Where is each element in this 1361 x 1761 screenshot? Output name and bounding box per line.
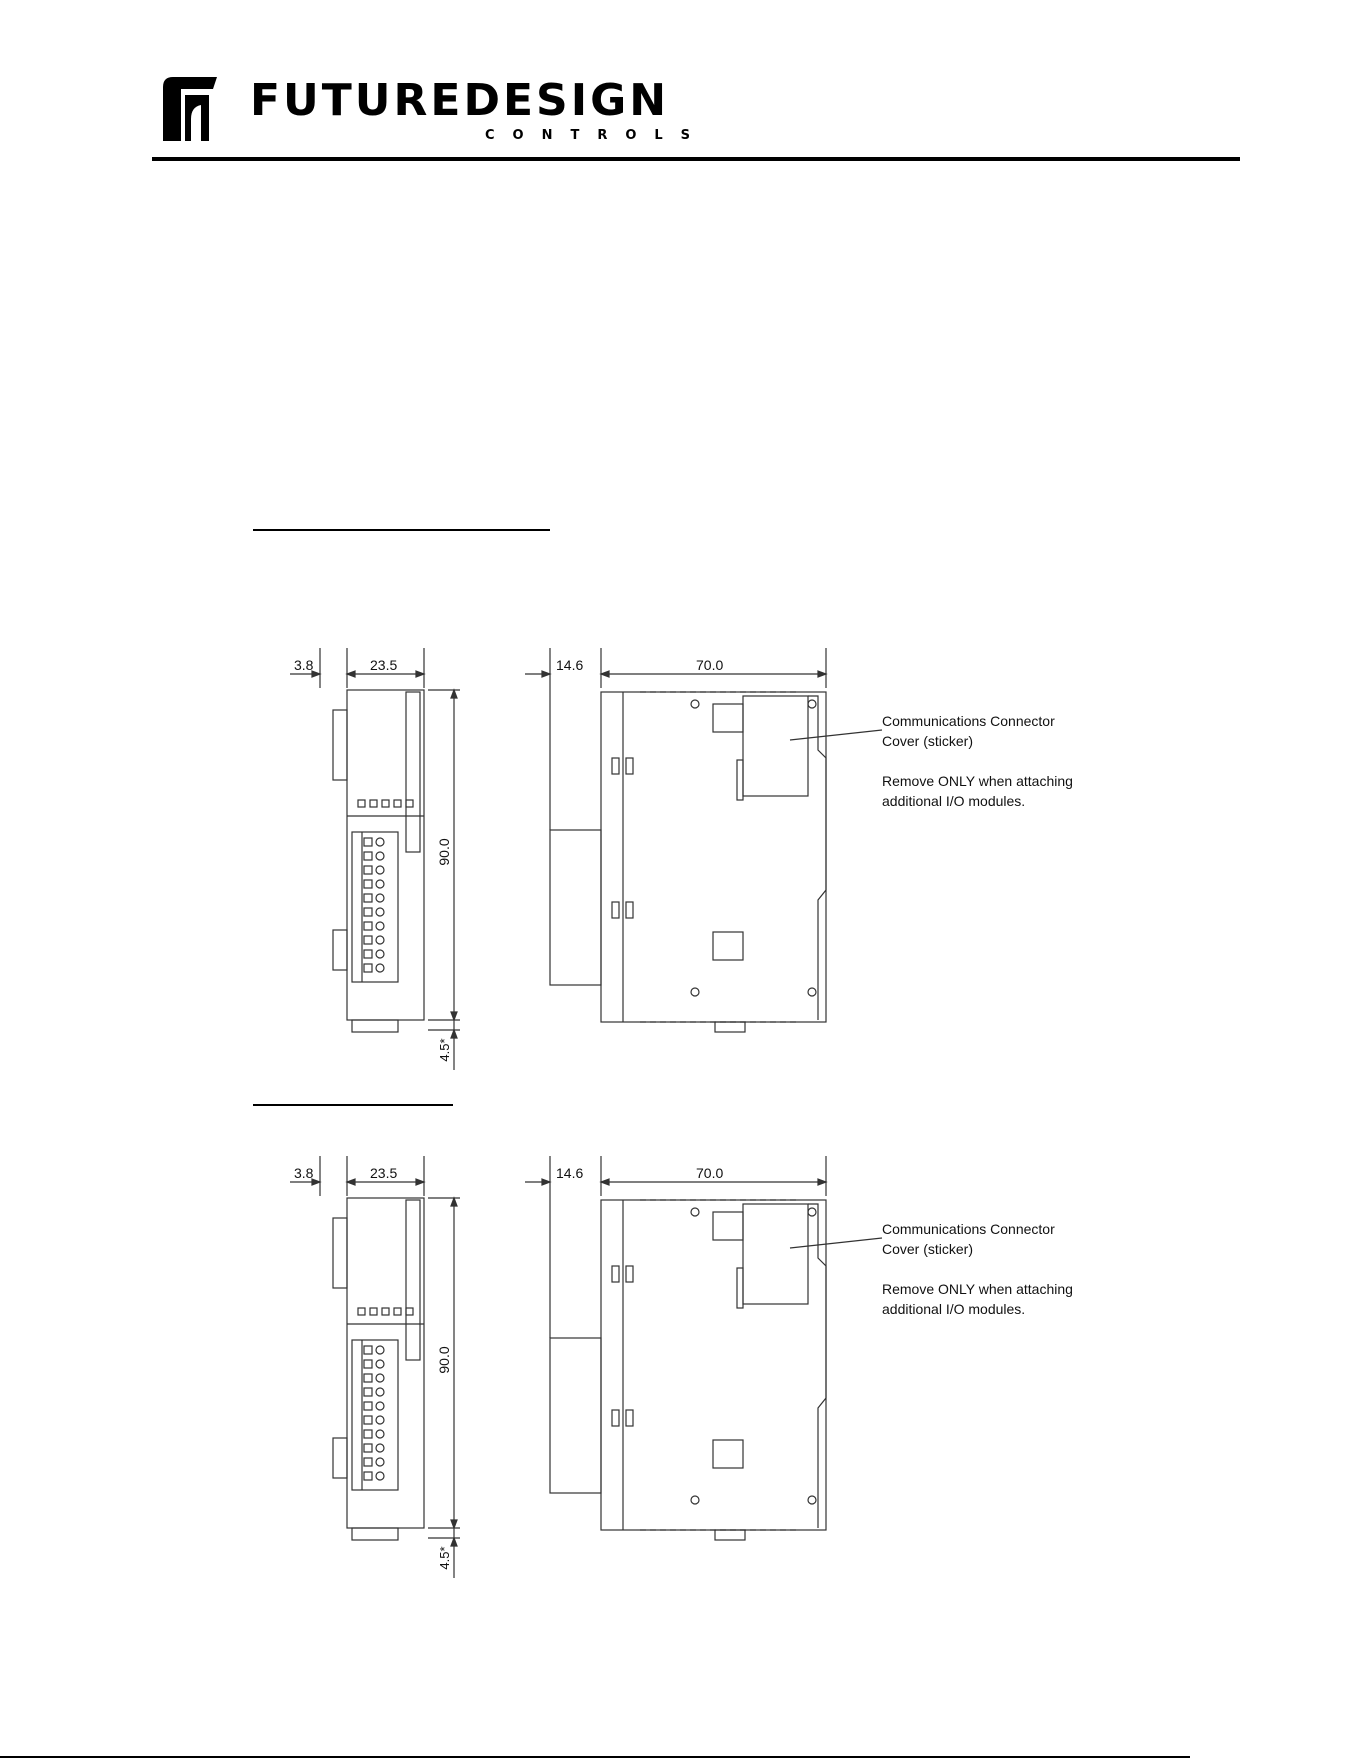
dim-height-label: 90.0 <box>436 838 452 866</box>
fd-logo-icon <box>155 75 225 145</box>
footer-rule <box>0 1756 1190 1758</box>
dim-height-label: 90.0 <box>436 1346 452 1374</box>
header-rule <box>152 157 1240 161</box>
note-line: additional I/O modules. <box>882 793 1026 809</box>
dim-width-label: 23.5 <box>370 657 398 673</box>
section-heading-underline-1 <box>253 529 550 531</box>
dim-offset-left-label: 3.8 <box>294 657 314 673</box>
note-line: Communications Connector <box>882 713 1055 729</box>
connector-cover-note <box>882 1219 1073 1319</box>
dim-bottom-label: 4.5* <box>437 1546 452 1570</box>
dim-offset-left-label: 3.8 <box>294 1165 314 1181</box>
dim-width-label: 23.5 <box>370 1165 398 1181</box>
note-line: Remove ONLY when attaching <box>882 1281 1073 1297</box>
company-logo <box>155 75 715 155</box>
note-line: Cover (sticker) <box>882 1241 974 1257</box>
note-line: Communications Connector <box>882 1221 1055 1237</box>
note-line: additional I/O modules. <box>882 1301 1026 1317</box>
connector-cover-note <box>882 711 1073 811</box>
brand-subtitle: CONTROLS <box>485 128 709 143</box>
dimension-drawing-1 <box>0 640 1361 1080</box>
dim-side-offset-label: 14.6 <box>556 1165 584 1181</box>
section-heading-underline-2 <box>253 1104 453 1106</box>
note-line: Cover (sticker) <box>882 733 974 749</box>
dimension-drawing-2 <box>0 1148 1361 1588</box>
dim-side-offset-label: 14.6 <box>556 657 584 673</box>
dim-depth-label: 70.0 <box>696 1165 724 1181</box>
note-line: Remove ONLY when attaching <box>882 773 1073 789</box>
dim-bottom-label: 4.5* <box>437 1038 452 1062</box>
dim-depth-label: 70.0 <box>696 657 724 673</box>
brand-name: FUTUREDESIGN <box>250 75 670 126</box>
